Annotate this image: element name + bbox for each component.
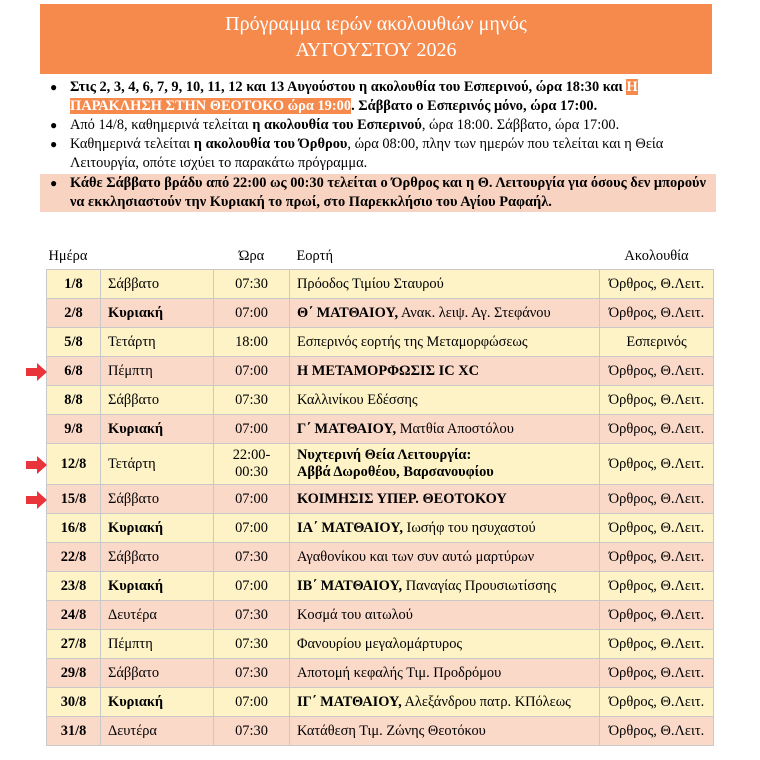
- cell-date: 30/8: [47, 688, 101, 717]
- feast-text: Αγαθονίκου και των συν αυτώ μαρτύρων: [297, 548, 535, 565]
- cell-feast: [290, 444, 600, 485]
- cell-date: 23/8: [47, 572, 101, 601]
- bullet-icon: ●: [50, 176, 58, 190]
- note-3-tail: , ώρα 08:00, πλην των ημερών που τελείται και η Θεία Λειτουργία, οπότε ισχύει το παρακάτω πρόγραμμα.: [70, 136, 664, 171]
- time-value: 07:00: [235, 362, 268, 379]
- table-row: [47, 444, 714, 485]
- note-3-bold: η ακολουθία του Όρθρου: [193, 136, 348, 152]
- cell-weekday: Κυριακή: [101, 415, 214, 444]
- note-1-highlight: Η ΠΑΡΑΚΛΗΣΗ ΣΤΗΝ ΘΕΟΤΟΚΟ ώρα 19:00: [70, 79, 638, 114]
- note-2-text: Από 14/8, καθημερινά τελείται: [70, 117, 253, 133]
- cell-time: [214, 601, 290, 630]
- cell-time: [214, 572, 290, 601]
- feast-text: Πρόοδος Τιμίου Σταυρού: [297, 275, 444, 292]
- cell-date: 27/8: [47, 630, 101, 659]
- cell-date: 12/8: [47, 444, 101, 485]
- feast-text: Ιωσήφ του ησυχαστού: [402, 519, 536, 536]
- cell-time: [214, 415, 290, 444]
- feast-text: Φανουρίου μεγαλομάρτυρος: [297, 635, 463, 652]
- cell-date: 6/8: [47, 357, 101, 386]
- cell-weekday: Κυριακή: [101, 572, 214, 601]
- page-subtitle: ΑΥΓΟΥΣΤΟΥ 2026: [295, 39, 457, 61]
- feast-bold: Γ΄ ΜΑΤΘΑΙΟΥ,: [297, 420, 397, 437]
- table-header-row: [47, 243, 714, 270]
- feast-bold: ΙΓ΄ ΜΑΤΘΑΙΟΥ,: [297, 693, 402, 710]
- feast-bold: Θ΄ ΜΑΤΘΑΙΟΥ,: [297, 304, 399, 321]
- table-row: [47, 630, 714, 659]
- time-value: 07:00: [235, 577, 268, 594]
- feast-text: Αποτομή κεφαλής Τιμ. Προδρόμου: [297, 664, 502, 681]
- cell-service: Όρθρος, Θ.Λειτ.: [600, 717, 714, 746]
- table-row: [47, 572, 714, 601]
- cell-date: 9/8: [47, 415, 101, 444]
- cell-date: 29/8: [47, 659, 101, 688]
- schedule-table: [46, 243, 714, 746]
- cell-weekday: Σάββατο: [101, 543, 214, 572]
- cell-service: Όρθρος, Θ.Λειτ.: [600, 415, 714, 444]
- cell-weekday: Δευτέρα: [101, 601, 214, 630]
- cell-time: [214, 299, 290, 328]
- cell-service: Όρθρος, Θ.Λειτ.: [600, 514, 714, 543]
- feast-text: Κοσμά του αιτωλού: [297, 606, 413, 623]
- cell-weekday: Σάββατο: [101, 485, 214, 514]
- bullet-icon: ●: [50, 137, 58, 151]
- feast-text: Αλεξάνδρου πατρ. ΚΠόλεως: [401, 693, 571, 710]
- cell-service: Όρθρος, Θ.Λειτ.: [600, 386, 714, 415]
- table-row: [47, 601, 714, 630]
- time-value: 07:00: [235, 304, 268, 321]
- bullet-icon: ●: [50, 118, 58, 132]
- time-value: 18:00: [235, 333, 268, 350]
- cell-feast: [290, 299, 600, 328]
- feast-text: Καλλινίκου Εδέσσης: [297, 391, 418, 408]
- time-value: 07:30: [235, 722, 268, 739]
- cell-feast: [290, 543, 600, 572]
- cell-service: Όρθρος, Θ.Λειτ.: [600, 572, 714, 601]
- cell-weekday: Σάββατο: [101, 386, 214, 415]
- feast-bold: Νυχτερινή Θεία Λειτουργία:: [297, 447, 472, 463]
- cell-weekday: Τετάρτη: [101, 444, 214, 485]
- cell-feast: [290, 514, 600, 543]
- feast-bold-line2: Αββά Δωροθέου, Βαρσανουφίου: [297, 464, 494, 480]
- note-3-text: Καθημερινά τελείται: [70, 136, 194, 152]
- time-value: 07:00: [235, 490, 268, 507]
- note-1: [40, 78, 716, 116]
- time-value: 22:00-: [232, 447, 271, 463]
- table-row: [47, 299, 714, 328]
- cell-service: Όρθρος, Θ.Λειτ.: [600, 688, 714, 717]
- note-4: [40, 174, 716, 212]
- cell-time: [214, 270, 290, 299]
- cell-weekday: Κυριακή: [101, 299, 214, 328]
- cell-date: 2/8: [47, 299, 101, 328]
- cell-feast: [290, 630, 600, 659]
- cell-time: [214, 328, 290, 357]
- note-4-text: Κάθε Σάββατο βράδυ από 22:00 ως 00:30 τελείται ο Όρθρος και η Θ. Λειτουργία για όσους δεν μπορούν να εκκλησιαστούν την Κυριακή το πρωί, στο Παρεκκλήσιο του Αγίου Ραφαήλ.: [70, 175, 706, 210]
- time-value: 07:30: [235, 606, 268, 623]
- cell-time: [214, 444, 290, 485]
- feast-bold: ΚΟΙΜΗΣΙΣ ΥΠΕΡ. ΘΕΟΤΟΚΟΥ: [297, 490, 507, 507]
- cell-feast: [290, 386, 600, 415]
- table-row: [47, 659, 714, 688]
- cell-weekday: Σάββατο: [101, 270, 214, 299]
- cell-time: [214, 543, 290, 572]
- note-1-text: Στις 2, 3, 4, 6, 7, 9, 10, 11, 12 και 13 Αυγούστου η ακολουθία του Εσπερινού, ώρα 18:30 και: [70, 79, 623, 95]
- table-row: [47, 485, 714, 514]
- table-row: [47, 357, 714, 386]
- cell-feast: [290, 601, 600, 630]
- cell-weekday: Δευτέρα: [101, 717, 214, 746]
- cell-service: Εσπερινός: [600, 328, 714, 357]
- cell-date: 5/8: [47, 328, 101, 357]
- cell-date: 15/8: [47, 485, 101, 514]
- cell-weekday: Κυριακή: [101, 514, 214, 543]
- cell-date: 1/8: [47, 270, 101, 299]
- bullet-icon: ●: [50, 80, 58, 94]
- cell-feast: [290, 357, 600, 386]
- header-banner: [40, 4, 712, 74]
- cell-feast: [290, 659, 600, 688]
- feast-bold: ΙΑ΄ ΜΑΤΘΑΙΟΥ,: [297, 519, 403, 536]
- cell-time: [214, 386, 290, 415]
- header-feast: Εορτή: [290, 243, 600, 270]
- cell-feast: [290, 270, 600, 299]
- cell-time: [214, 485, 290, 514]
- cell-date: 31/8: [47, 717, 101, 746]
- cell-weekday: Κυριακή: [101, 688, 214, 717]
- cell-service: Όρθρος, Θ.Λειτ.: [600, 357, 714, 386]
- cell-service: Όρθρος, Θ.Λειτ.: [600, 543, 714, 572]
- cell-weekday: Πέμπτη: [101, 357, 214, 386]
- note-1-tail: . Σάββατο ο Εσπερινός μόνο, ώρα 17:00.: [351, 98, 598, 114]
- page-title: Πρόγραμμα ιερών ακολουθιών μηνός: [225, 13, 527, 35]
- cell-service: Όρθρος, Θ.Λειτ.: [600, 659, 714, 688]
- cell-feast: [290, 415, 600, 444]
- feast-text: Εσπερινός εορτής της Μεταμορφώσεως: [297, 333, 528, 350]
- cell-date: 24/8: [47, 601, 101, 630]
- cell-service: Όρθρος, Θ.Λειτ.: [600, 601, 714, 630]
- table-row: [47, 386, 714, 415]
- table-row: [47, 688, 714, 717]
- time-value: 07:00: [235, 420, 268, 437]
- cell-service: Όρθρος, Θ.Λειτ.: [600, 299, 714, 328]
- cell-feast: [290, 328, 600, 357]
- cell-feast: [290, 717, 600, 746]
- time-value: 07:30: [235, 664, 268, 681]
- feast-bold: ΙΒ΄ ΜΑΤΘΑΙΟΥ,: [297, 577, 403, 594]
- table-row: [47, 543, 714, 572]
- cell-service: Όρθρος, Θ.Λειτ.: [600, 444, 714, 485]
- table-row: [47, 270, 714, 299]
- feast-text: Ματθία Αποστόλου: [396, 420, 514, 437]
- cell-service: Όρθρος, Θ.Λειτ.: [600, 485, 714, 514]
- notes-list: [40, 78, 716, 212]
- feast-text: Παναγίας Προυσιωτίσσης: [402, 577, 557, 594]
- table-row: [47, 415, 714, 444]
- header-day: Ημέρα: [47, 243, 214, 270]
- time-value: 07:30: [235, 548, 268, 565]
- cell-time: [214, 514, 290, 543]
- red-arrow-icon: [26, 455, 48, 475]
- time-value: 07:30: [235, 391, 268, 408]
- feast-text: Ανακ. λειψ. Αγ. Στεφάνου: [398, 304, 551, 321]
- cell-service: Όρθρος, Θ.Λειτ.: [600, 270, 714, 299]
- table-row: [47, 514, 714, 543]
- header-service: Ακολουθία: [600, 243, 714, 270]
- cell-time: [214, 659, 290, 688]
- time-value: 07:00: [235, 519, 268, 536]
- cell-service: Όρθρος, Θ.Λειτ.: [600, 630, 714, 659]
- table-row: [47, 328, 714, 357]
- note-2-bold: η ακολουθία του Εσπερινού: [252, 117, 422, 133]
- cell-time: [214, 357, 290, 386]
- header-time: Ώρα: [214, 243, 290, 270]
- time-value: 07:30: [235, 275, 268, 292]
- cell-date: 8/8: [47, 386, 101, 415]
- cell-weekday: Τετάρτη: [101, 328, 214, 357]
- cell-feast: [290, 688, 600, 717]
- schedule-body: [47, 270, 714, 746]
- time-value-end: 00:30: [235, 464, 268, 480]
- red-arrow-icon: [26, 362, 48, 382]
- red-arrow-icon: [26, 490, 48, 510]
- cell-time: [214, 717, 290, 746]
- feast-bold: Η ΜΕΤΑΜΟΡΦΩΣΙΣ IC XC: [297, 362, 479, 379]
- cell-time: [214, 630, 290, 659]
- note-2: [40, 116, 716, 135]
- note-3: [40, 135, 716, 173]
- time-value: 07:30: [235, 635, 268, 652]
- note-2-tail: , ώρα 18:00. Σάββατο, ώρα 17:00.: [421, 117, 620, 133]
- cell-feast: [290, 572, 600, 601]
- time-value: 07:00: [235, 693, 268, 710]
- table-row: [47, 717, 714, 746]
- cell-weekday: Πέμπτη: [101, 630, 214, 659]
- cell-time: [214, 688, 290, 717]
- cell-weekday: Σάββατο: [101, 659, 214, 688]
- cell-date: 22/8: [47, 543, 101, 572]
- cell-feast: [290, 485, 600, 514]
- feast-text: Κατάθεση Τιμ. Ζώνης Θεοτόκου: [297, 722, 486, 739]
- cell-date: 16/8: [47, 514, 101, 543]
